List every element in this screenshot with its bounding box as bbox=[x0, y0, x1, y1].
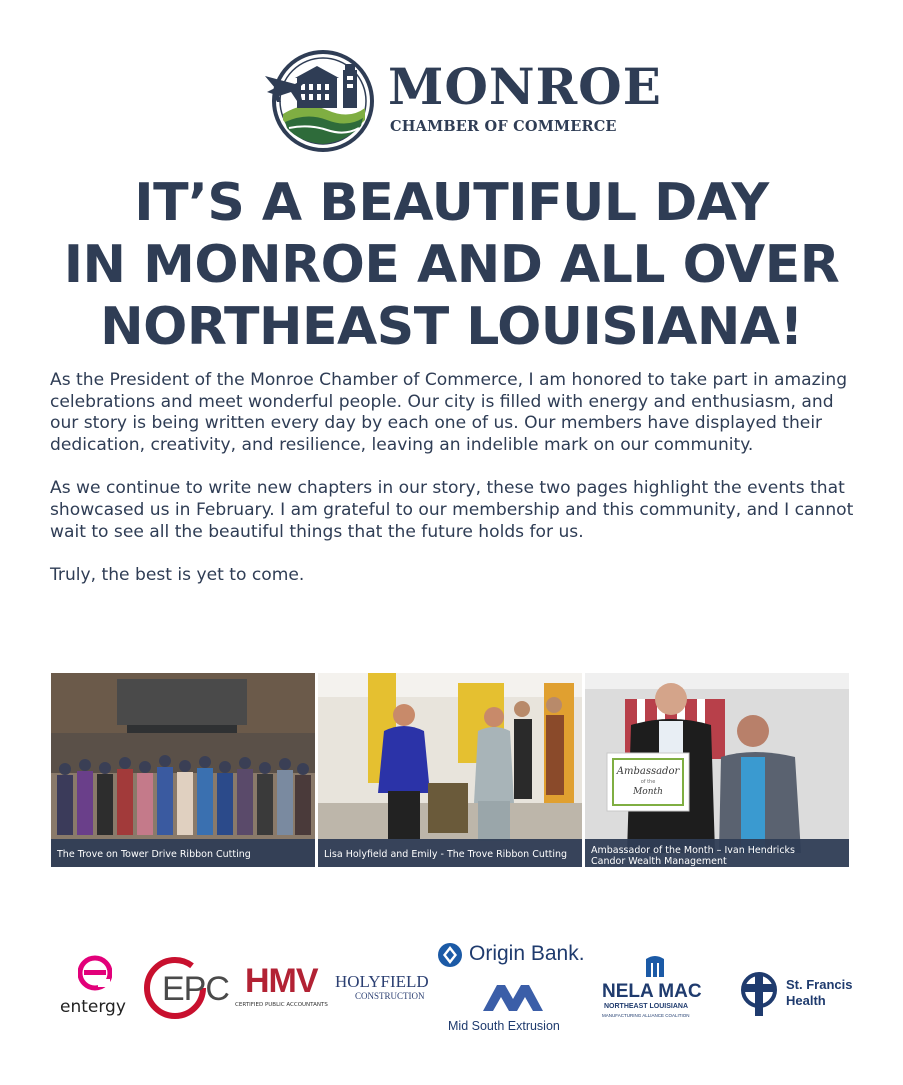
origin-bank-icon bbox=[437, 942, 463, 968]
chamber-logo bbox=[265, 48, 662, 158]
speakers-photo-image bbox=[318, 673, 582, 867]
headline bbox=[20, 172, 883, 358]
sponsor-hmv bbox=[235, 962, 330, 1012]
caption-line-2: Candor Wealth Management bbox=[591, 856, 727, 867]
sponsor-holyfield bbox=[335, 972, 427, 1006]
nela-mac-subtitle-1: NORTHEAST LOUISIANA bbox=[604, 1003, 688, 1010]
st-francis-line-2: Health bbox=[786, 993, 826, 1008]
ambassador-photo-image bbox=[585, 673, 849, 867]
origin-bank-wordmark: Origin Bank. bbox=[469, 942, 585, 965]
photo-ribbon-cutting-group bbox=[51, 673, 315, 867]
certificate-title: Ambassador bbox=[616, 766, 680, 777]
holyfield-wordmark: HOLYFIELD bbox=[335, 972, 429, 991]
sponsor-entergy bbox=[60, 955, 132, 1020]
photo-speakers bbox=[318, 673, 582, 867]
paragraph-1: As the President of the Monroe Chamber of Commerce, I am honored to take part in amazing celebrations and meet wonderful people. Our city is filled with energy and enthusiasm, and our story is being written every day by each one of us. Our members have displayed their dedication, creativity, and resilience, leaving an indelible mark on our community. bbox=[50, 370, 848, 455]
headline-line-1: IT’S A BEAUTIFUL DAY bbox=[134, 173, 769, 233]
nela-mac-icon bbox=[644, 955, 666, 977]
chamber-name: MONROE bbox=[388, 57, 662, 116]
sponsor-origin-bank bbox=[437, 942, 597, 970]
photo-caption: The Trove on Tower Drive Ribbon Cutting bbox=[51, 839, 315, 867]
chamber-emblem-icon bbox=[265, 48, 377, 154]
photo-ambassador bbox=[585, 673, 849, 867]
sponsor-nela-mac bbox=[598, 955, 716, 1025]
certificate-of: of the bbox=[640, 779, 656, 785]
st-francis-line-1: St. Francis bbox=[786, 977, 853, 992]
st-francis-cross-icon bbox=[738, 972, 780, 1016]
sponsor-st-francis bbox=[738, 972, 858, 1018]
entergy-icon bbox=[78, 955, 112, 991]
paragraph-3: Truly, the best is yet to come. bbox=[50, 565, 305, 586]
entergy-wordmark: entergy bbox=[60, 997, 126, 1017]
body-text bbox=[50, 370, 860, 609]
certificate-sub: Month bbox=[633, 787, 663, 797]
mid-south-icon bbox=[483, 985, 543, 1011]
hmv-wordmark: HMV bbox=[245, 962, 318, 1000]
sponsor-mid-south-extrusion bbox=[448, 985, 578, 1035]
chamber-subtitle: CHAMBER OF COMMERCE bbox=[390, 118, 617, 135]
headline-line-2: IN MONROE AND ALL OVER bbox=[63, 235, 840, 295]
caption-line-1: Ambassador of the Month – Ivan Hendricks bbox=[591, 845, 795, 856]
epc-wordmark: EPC bbox=[162, 970, 229, 1008]
holyfield-subtitle: CONSTRUCTION bbox=[355, 991, 425, 1001]
group-photo-image bbox=[51, 673, 315, 867]
mid-south-wordmark: Mid South Extrusion bbox=[448, 1019, 560, 1033]
nela-mac-wordmark: NELA MAC bbox=[602, 981, 702, 1002]
nela-mac-subtitle-2: MANUFACTURING ALLIANCE COALITION bbox=[602, 1013, 690, 1018]
photo-caption: Lisa Holyfield and Emily - The Trove Ribbon Cutting bbox=[318, 839, 582, 867]
hmv-subtitle: CERTIFIED PUBLIC ACCOUNTANTS bbox=[235, 1002, 328, 1008]
headline-line-3: NORTHEAST LOUISIANA! bbox=[100, 297, 803, 357]
photo-caption bbox=[585, 839, 849, 867]
sponsor-epc bbox=[142, 955, 234, 1021]
paragraph-2: As we continue to write new chapters in our story, these two pages highlight the events that showcased us in February. I am grateful to our membership and this community, and I cannot wait to see all the beautiful things that the future holds for us. bbox=[50, 478, 854, 542]
